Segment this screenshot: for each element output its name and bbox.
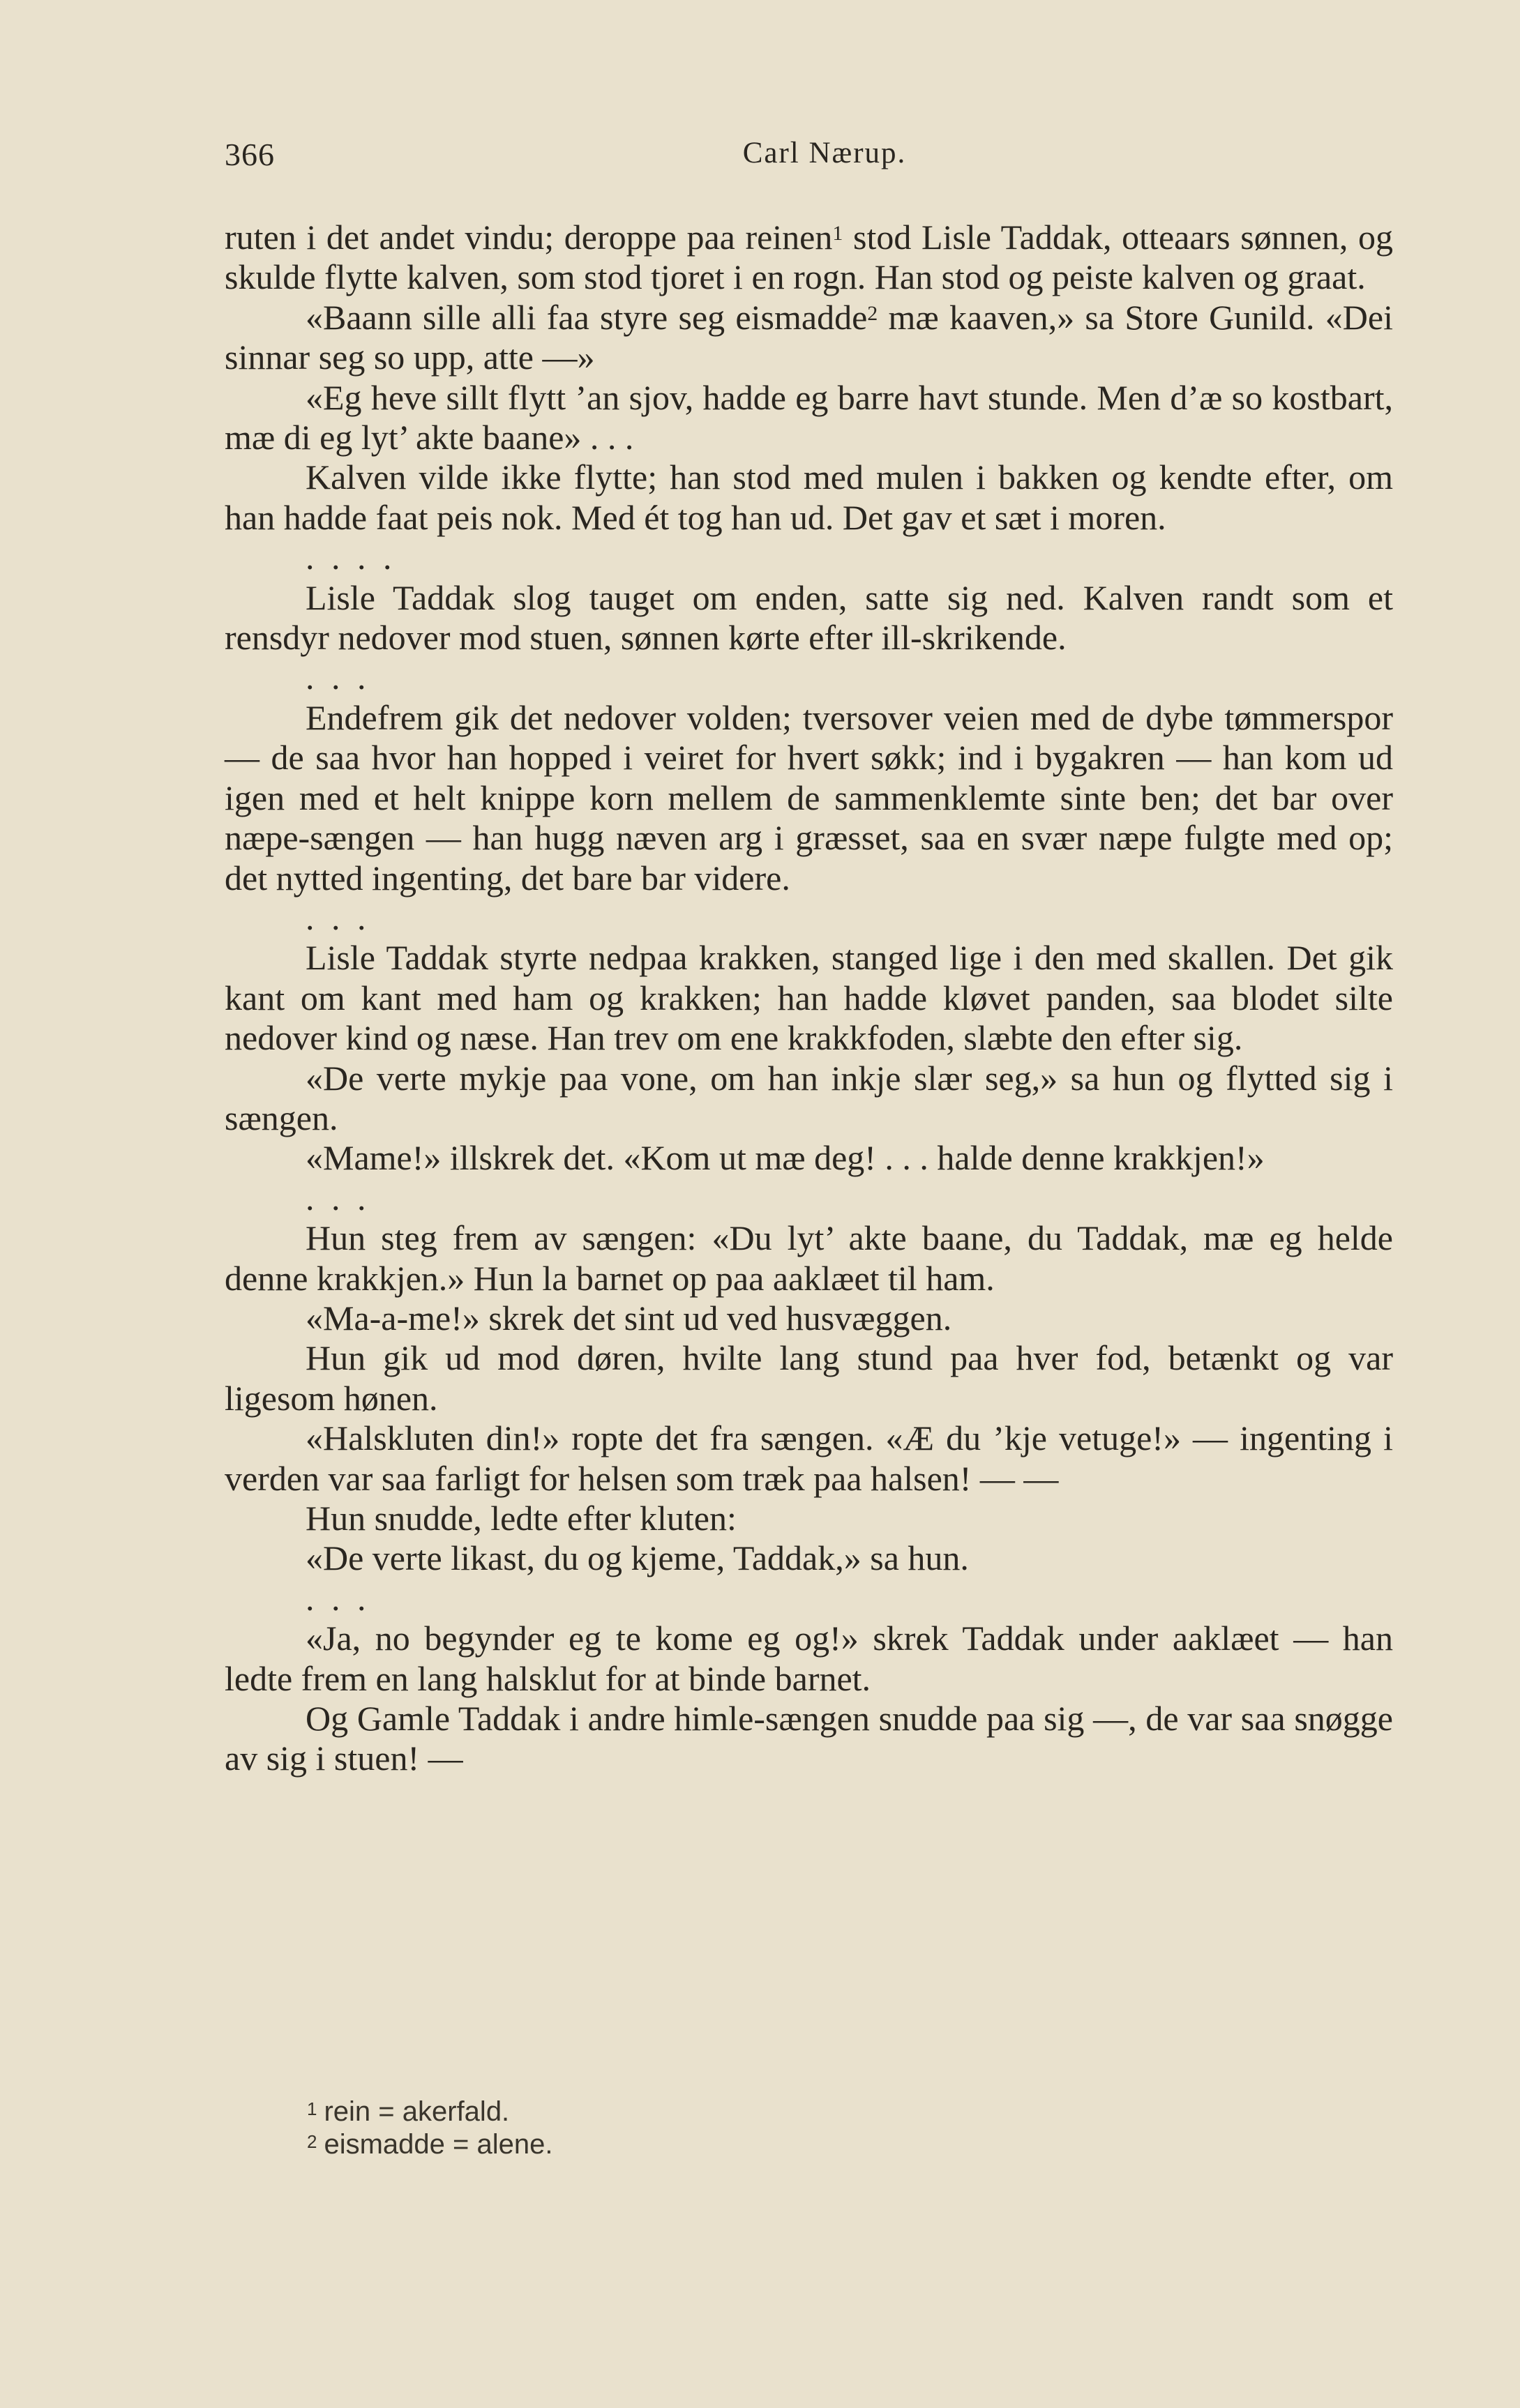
paragraph xyxy=(225,1499,1393,1538)
paragraph-text: Hun snudde, ledte efter kluten: xyxy=(306,1499,737,1538)
paragraph-text: stod Lisle Taddak, otteaars sønnen, og skulde flytte kalven, som stod tjoret i en rogn. Han stod og peiste kalven og graat. xyxy=(225,218,1393,297)
footnotes xyxy=(307,2096,1284,2161)
paragraph-text: . . . xyxy=(306,1578,370,1618)
paragraph-text: «Eg heve sillt flytt ’an sjov, hadde eg barre havt stunde. Men d’æ so kostbart, mæ di eg lyt’ akte baane» . . . xyxy=(225,377,1393,457)
footnote-text: eismadde = alene. xyxy=(324,2129,553,2160)
page-header xyxy=(225,136,1397,185)
paragraph xyxy=(225,1699,1393,1779)
footnote-marker: 2 xyxy=(867,301,878,325)
page-number: 366 xyxy=(225,137,275,172)
paragraph-text: Lisle Taddak slog tauget om enden, satte sig ned. Kalven randt som et rensdyr nedover mod stuen, sønnen kørte efter ill-skrikende. xyxy=(225,577,1393,658)
paragraph-text: Hun gik ud mod døren, hvilte lang stund paa hver fod, betænkt og var ligesom hønen. xyxy=(225,1338,1393,1418)
section-break-dots xyxy=(225,1579,1393,1619)
paragraph-text: Kalven vilde ikke flytte; han stod med mulen i bakken og kendte efter, om han hadde faat peis nok. Med ét tog han ud. Det gav et sæt i moren. xyxy=(225,457,1393,537)
paragraph-text: Hun steg frem av sængen: «Du lyt’ akte baane, du Taddak, mæ eg helde denne krakkjen.» Hun la barnet op paa aaklæet til ham. xyxy=(225,1218,1393,1298)
footnote-marker: 1 xyxy=(832,222,843,245)
running-head: Carl Nærup. xyxy=(742,137,907,169)
paragraph-text: Endefrem gik det nedover volden; tversover veien med de dybe tømmerspor — de saa hvor han hopped i veiret for hvert søkk; ind i bygakren — han kom ud igen med et helt knippe korn mellem de sammenklemte sinte ben; det bar over næpe-sængen — han hugg næven arg i græsset, saa en svær næpe fulgte med op; det nytted ingenting, det bare bar videre. xyxy=(225,697,1393,898)
paragraph-text: . . . xyxy=(306,658,370,697)
section-break-dots xyxy=(225,1179,1393,1218)
paragraph-text: . . . xyxy=(306,898,370,937)
paragraph xyxy=(225,938,1393,1058)
paragraph-text: «Ma-a-me!» skrek det sint ud ved husvæggen. xyxy=(306,1298,952,1338)
paragraph xyxy=(225,1218,1393,1298)
paragraph xyxy=(225,218,1393,298)
paragraph-text: «Mame!» illskrek det. «Kom ut mæ deg! . . . halde denne krakkjen!» xyxy=(306,1138,1265,1178)
paragraph xyxy=(225,1338,1393,1418)
paragraph xyxy=(225,1059,1393,1139)
paragraph-text: «Ja, no begynder eg te kome eg og!» skrek Taddak under aaklæet — han ledte frem en lang halsklut for at binde barnet. xyxy=(225,1619,1393,1698)
paragraph xyxy=(225,1298,1393,1338)
paragraph-text: «De verte likast, du og kjeme, Taddak,» sa hun. xyxy=(306,1538,969,1578)
footnote-mark: 2 xyxy=(307,2131,317,2152)
paragraph-text: mæ kaaven,» sa Store Gunild. «Dei sinnar seg so upp, atte —» xyxy=(225,297,1393,377)
paragraph xyxy=(225,1138,1393,1178)
footnote-text: rein = akerfald. xyxy=(324,2096,510,2127)
paragraph xyxy=(225,1619,1393,1699)
paragraph-text: . . . xyxy=(306,1178,370,1218)
paragraph-text: «Baann sille alli faa styre seg eismadde xyxy=(306,297,868,337)
paragraph-text: ruten i det andet vindu; deroppe paa reinen xyxy=(225,218,833,257)
paragraph-text: Lisle Taddak styrte nedpaa krakken, stanged lige i den med skallen. Det gik kant om kant med ham og krakken; han hadde kløvet panden, saa blodet silte nedover kind og næse. Han trev om ene krakkfoden, slæbte den efter sig. xyxy=(225,938,1393,1058)
paragraph-text: «De verte mykje paa vone, om han inkje slær seg,» sa hun og flytted sig i sængen. xyxy=(225,1058,1393,1137)
paragraph xyxy=(225,298,1393,378)
paragraph xyxy=(225,578,1393,658)
paragraph xyxy=(225,378,1393,458)
section-break-dots xyxy=(225,538,1393,577)
section-break-dots xyxy=(225,658,1393,697)
section-break-dots xyxy=(225,898,1393,938)
paragraph-text: Og Gamle Taddak i andre himle-sængen snudde paa sig —, de var saa snøgge av sig i stuen! — xyxy=(225,1699,1393,1778)
paragraph xyxy=(225,1538,1393,1578)
paragraph-text: . . . . xyxy=(306,538,396,577)
body-text xyxy=(225,218,1393,1779)
footnote xyxy=(307,2128,1284,2161)
paragraph xyxy=(225,457,1393,538)
paragraph-text: «Halskluten din!» ropte det fra sængen. «Æ du ’kje vetuge!» — ingenting i verden var saa farligt for helsen som træk paa halsen! — — xyxy=(225,1418,1393,1498)
footnote-mark: 1 xyxy=(307,2098,317,2119)
paragraph xyxy=(225,1418,1393,1499)
footnote xyxy=(307,2096,1284,2128)
paragraph xyxy=(225,698,1393,898)
